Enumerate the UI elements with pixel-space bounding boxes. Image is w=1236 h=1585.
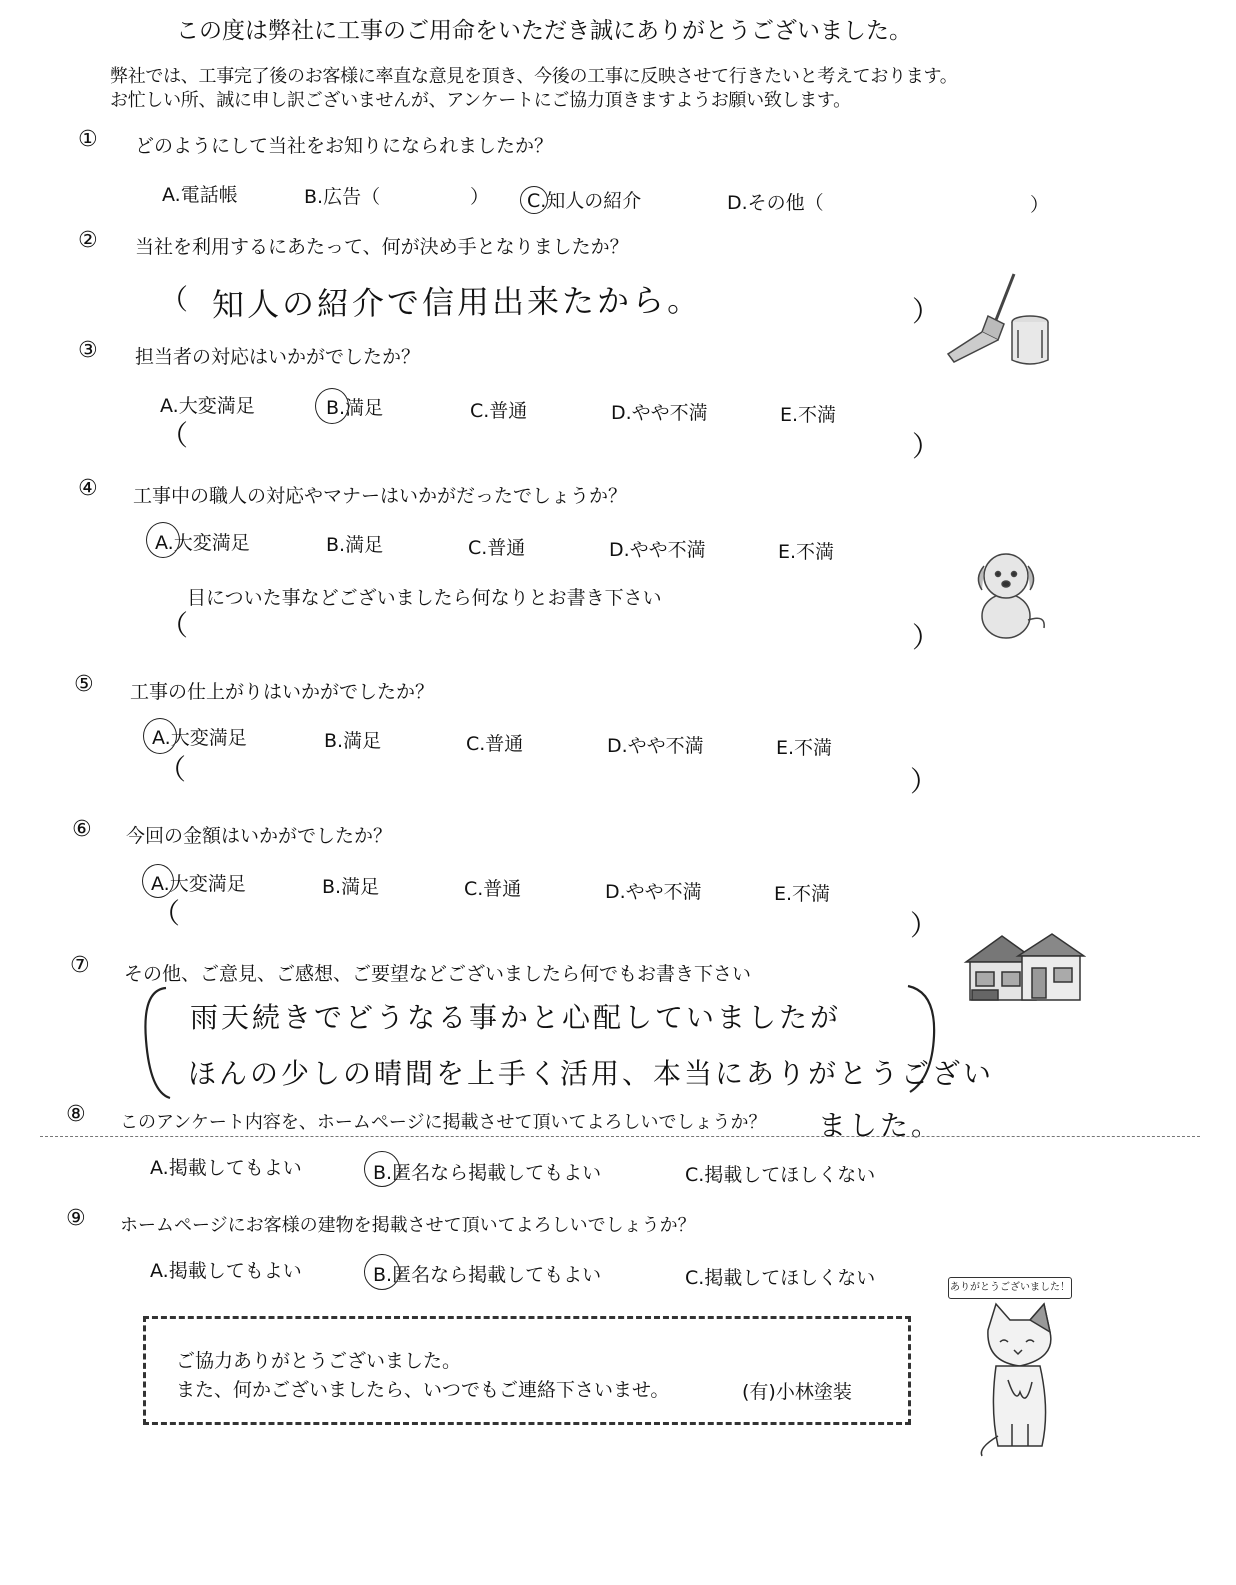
q4-note: 目についた事などございましたら何なりとお書き下さい: [187, 587, 662, 609]
q9-option-b[interactable]: B.匿名なら掲載してもよい: [373, 1264, 602, 1286]
q8-option-a[interactable]: A.掲載してもよい: [150, 1157, 302, 1179]
q9-selected-circle: [364, 1254, 400, 1290]
q5-option-e[interactable]: E.不満: [776, 737, 833, 759]
q1-selected-circle: [520, 186, 548, 214]
q5-option-c[interactable]: C.普通: [466, 733, 524, 755]
q8-selected-circle: [364, 1151, 400, 1187]
q1-option-d-close: ）: [1030, 194, 1050, 216]
q4-option-a[interactable]: A.大変満足: [155, 532, 250, 554]
intro-line-2: お忙しい所、誠に申し訳ございませんが、アンケートにご協力頂きますようお願い致します。: [110, 90, 851, 111]
q5-number: ⑤: [74, 672, 94, 697]
q3-paren-open: （: [160, 419, 189, 452]
q1-question: どのようにして当社をお知りになられましたか？: [135, 135, 554, 157]
q3-selected-circle: [315, 388, 349, 424]
q8-option-b[interactable]: B.匿名なら掲載してもよい: [373, 1162, 602, 1184]
q3-option-b[interactable]: B.満足: [326, 397, 384, 419]
q5-option-a[interactable]: A.大変満足: [152, 727, 247, 749]
closing-company: (有)小林塗装: [742, 1381, 852, 1403]
q7-handwritten-line-3[interactable]: ました。: [818, 1109, 943, 1142]
q2-question: 当社を利用するにあたって、何が決め手となりましたか？: [135, 236, 629, 258]
q7-handwritten-line-2[interactable]: ほんの少しの晴間を上手く活用、本当にありがとうござい: [188, 1057, 995, 1090]
q3-option-c[interactable]: C.普通: [470, 400, 528, 422]
q1-number: ①: [78, 127, 98, 152]
q6-option-a[interactable]: A.大変満足: [151, 873, 246, 895]
q2-number: ②: [78, 228, 98, 253]
paint-brush-icon: [944, 270, 1056, 370]
q4-paren-close: ）: [912, 621, 941, 654]
q9-option-a[interactable]: A.掲載してもよい: [150, 1260, 302, 1282]
q9-option-c[interactable]: C.掲載してほしくない: [685, 1267, 876, 1289]
q6-option-d[interactable]: D.やや不満: [605, 881, 702, 903]
q9-question: ホームページにお客様の建物を掲載させて頂いてよろしいでしょうか？: [120, 1215, 696, 1236]
q9-number: ⑨: [66, 1206, 86, 1231]
q6-option-e[interactable]: E.不満: [774, 883, 831, 905]
q3-option-e[interactable]: E.不満: [780, 404, 837, 426]
q1-option-b[interactable]: B.広告（: [304, 186, 381, 208]
q6-question: 今回の金額はいかがでしたか？: [126, 825, 393, 847]
q5-paren-open: （: [158, 753, 187, 786]
closing-contact: また、何かございましたら、いつでもご連絡下さいませ。: [176, 1379, 670, 1401]
q5-option-d[interactable]: D.やや不満: [607, 735, 704, 757]
cat-icon: [968, 1300, 1068, 1458]
dog-icon: [970, 548, 1054, 644]
q4-question: 工事中の職人の対応やマナーはいかがだったでしょうか？: [133, 485, 628, 507]
q2-handwritten-answer[interactable]: 知人の紹介で信用出来たから。: [211, 280, 703, 324]
q3-option-a[interactable]: A.大変満足: [160, 395, 255, 417]
q8-question: このアンケート内容を、ホームページに掲載させて頂いてよろしいでしょうか？: [120, 1112, 767, 1133]
q1-option-c[interactable]: C.知人の紹介: [527, 190, 642, 212]
q3-paren-close: ）: [912, 430, 941, 463]
q7-number: ⑦: [70, 953, 90, 978]
q4-option-c[interactable]: C.普通: [468, 537, 526, 559]
q5-option-b[interactable]: B.満足: [324, 730, 382, 752]
q4-number: ④: [78, 476, 98, 501]
intro-line-1: 弊社では、工事完了後のお客様に率直な意見を頂き、今後の工事に反映させて行きたいと考えております。: [110, 66, 958, 87]
q6-number: ⑥: [72, 817, 92, 842]
house-icon: [962, 928, 1086, 1002]
q6-option-c[interactable]: C.普通: [464, 878, 522, 900]
q6-paren-open: （: [152, 897, 181, 930]
page-title: この度は弊社に工事のご用命をいただき誠にありがとうございました。: [176, 18, 912, 44]
q3-option-d[interactable]: D.やや不満: [611, 402, 708, 424]
q2-paren-close: ）: [912, 295, 941, 328]
q7-handwritten-line-1[interactable]: 雨天続きでどうなる事かと心配していましたが: [190, 1001, 842, 1034]
q8-option-c[interactable]: C.掲載してほしくない: [685, 1164, 876, 1186]
q4-option-d[interactable]: D.やや不満: [609, 539, 706, 561]
cat-sign: ありがとうございました！: [948, 1277, 1072, 1299]
q3-question: 担当者の対応はいかがでしたか？: [135, 346, 421, 368]
q6-option-b[interactable]: B.満足: [322, 876, 380, 898]
q4-option-e[interactable]: E.不満: [778, 541, 835, 563]
q4-paren-open: （: [160, 609, 189, 642]
scan-dashed-line: [40, 1136, 1200, 1137]
q1-option-b-close: ）: [470, 186, 490, 208]
q3-number: ③: [78, 338, 98, 363]
q2-paren-open: （: [160, 283, 189, 316]
q1-option-d[interactable]: D.その他（: [727, 192, 824, 214]
closing-thanks: ご協力ありがとうございました。: [176, 1350, 462, 1372]
q6-paren-close: ）: [910, 909, 939, 942]
q5-paren-close: ）: [910, 765, 939, 798]
q8-number: ⑧: [66, 1102, 86, 1127]
q1-option-a[interactable]: A.電話帳: [162, 184, 238, 206]
q4-option-b[interactable]: B.満足: [326, 534, 384, 556]
q7-question: その他、ご意見、ご感想、ご要望などございましたら何でもお書き下さい: [124, 963, 752, 985]
q5-question: 工事の仕上がりはいかがでしたか？: [130, 681, 435, 703]
q4-selected-circle: [146, 522, 180, 558]
